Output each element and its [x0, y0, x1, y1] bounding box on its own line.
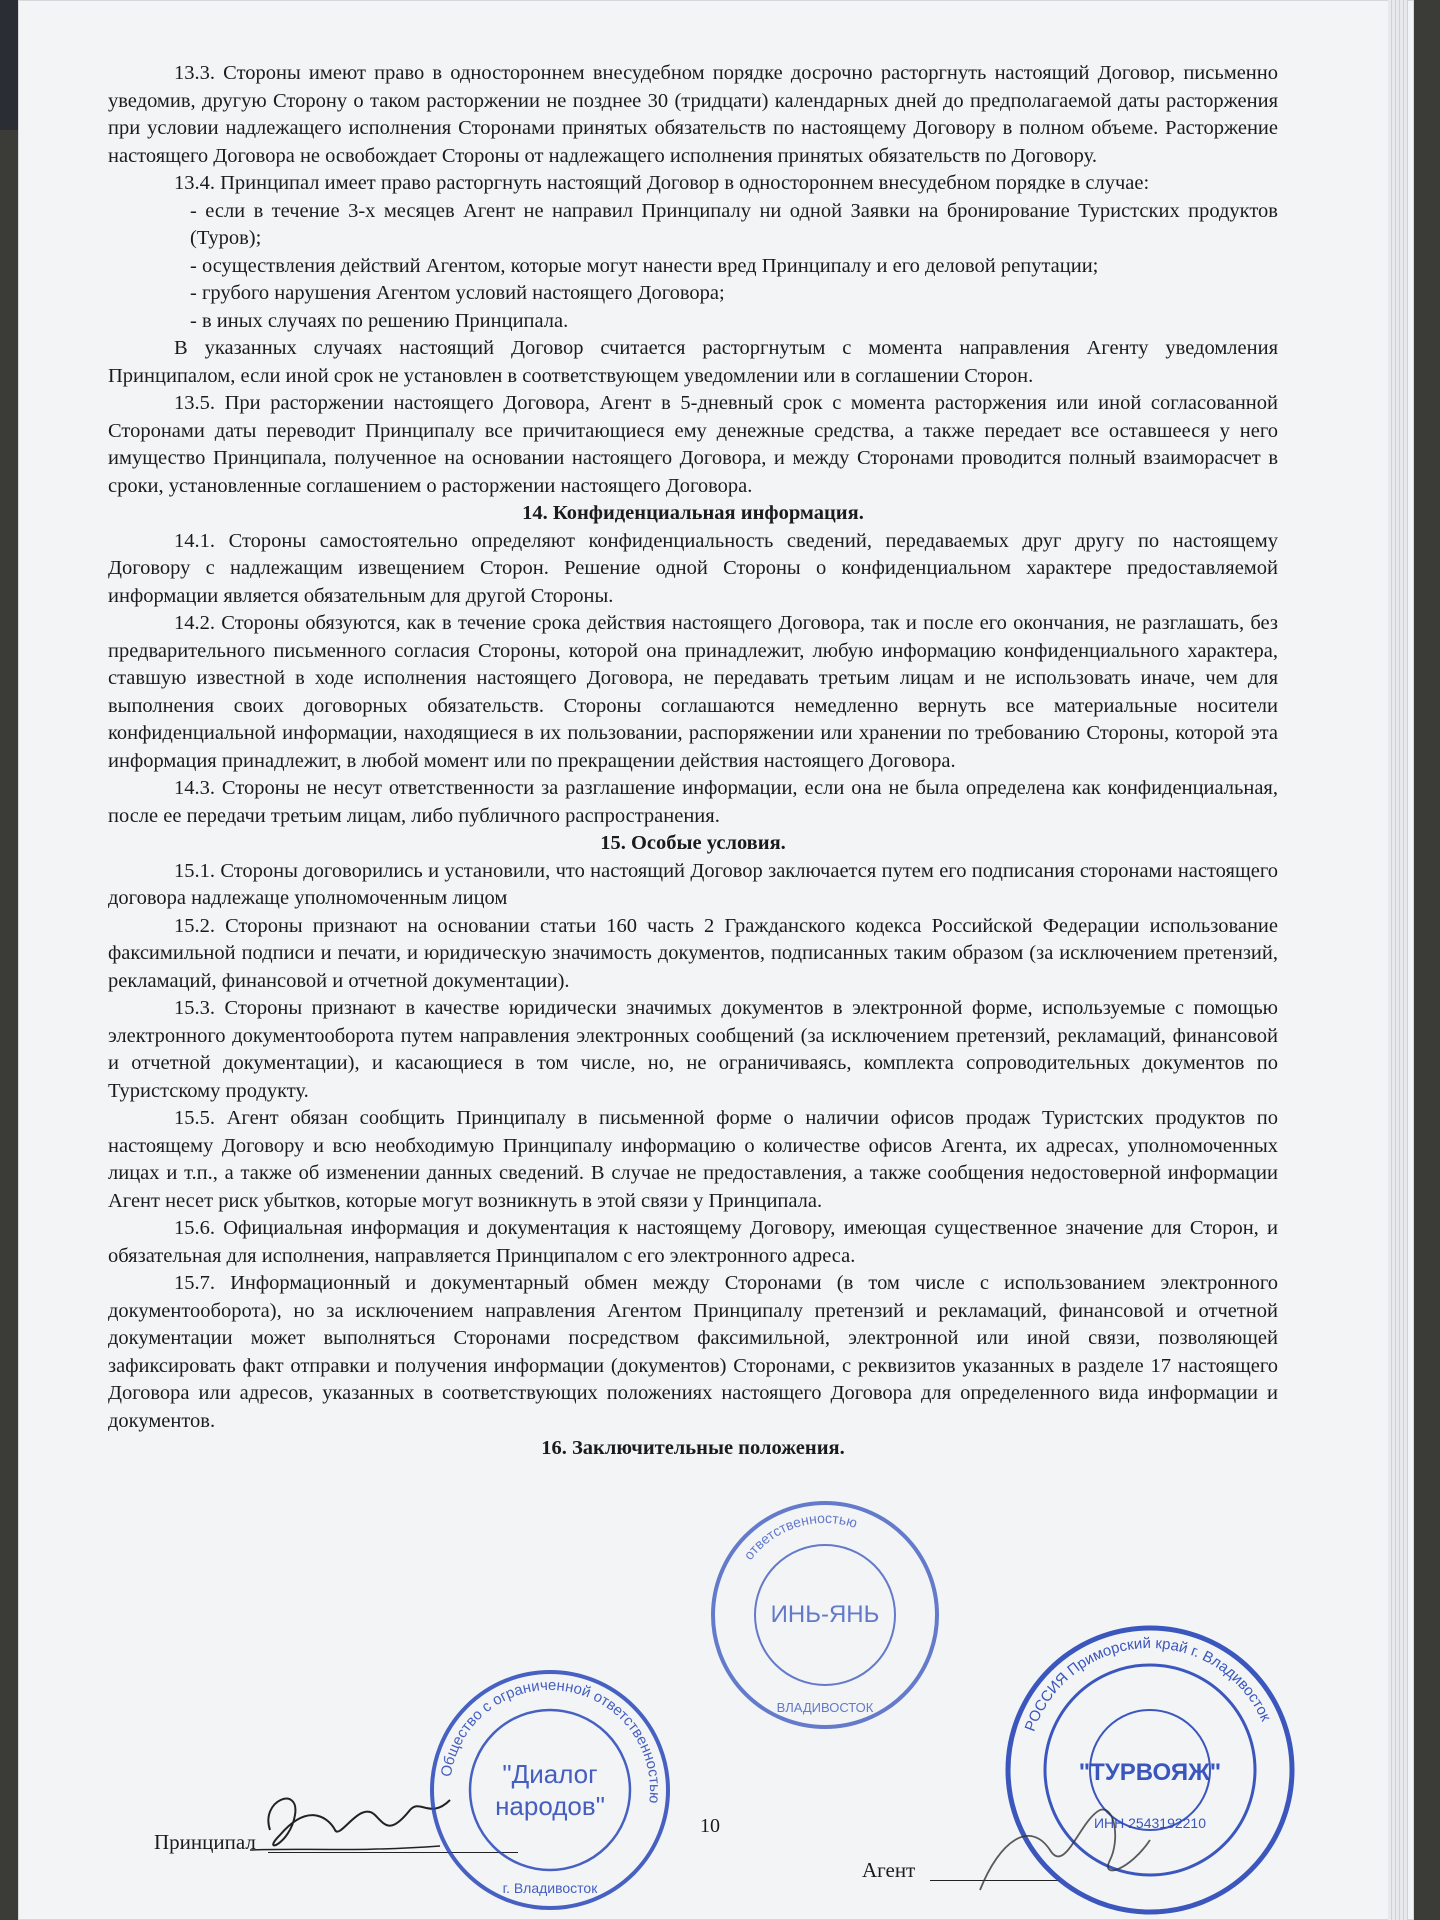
- list-item: - осуществления действий Агентом, которые могут нанести вред Принципалу и его деловой репутации;: [190, 254, 1099, 277]
- section-heading: 15. Особые условия.: [600, 832, 786, 854]
- section-heading: 16. Заключительные положения.: [541, 1437, 845, 1459]
- right-stamp-inn: ИНН 2543192210: [1093, 1815, 1207, 1831]
- middle-stamp-name: ИНЬ-ЯНЬ: [770, 1601, 880, 1628]
- list-item: - если в течение 3-х месяцев Агент не направил Принципалу ни одной Заявки на бронирование Туристских продуктов (Туров);: [190, 199, 1278, 249]
- list-item: - грубого нарушения Агентом условий настоящего Договора;: [190, 282, 725, 304]
- principal-label: Принципал: [154, 1830, 256, 1854]
- agent-label: Агент: [862, 1858, 916, 1882]
- left-stamp-ring-text: Общество с ограниченной ответственностью: [437, 1676, 664, 1804]
- section-heading: 14. Конфиденциальная информация.: [522, 502, 864, 524]
- left-stamp-name-1: "Диалог: [502, 1759, 598, 1789]
- right-stamp-ring-text: РОССИЯ Приморский край г. Владивосток: [1021, 1634, 1275, 1734]
- paragraph: 15.2. Стороны признают на основании статьи 160 часть 2 Гражданского кодекса Российской Федерации использование факсимильной подписи и печати, и юридическую значимость документов, подписанных таким образом (за исключением претензий, рекламаций, финансовой и отчетной документации).: [108, 914, 1278, 992]
- paragraph: 14.3. Стороны не несут ответственности за разглашение информации, если она не была определена как конфиденциальная, после ее передачи третьим лицам, либо публичного распространения.: [108, 777, 1278, 827]
- right-stamp-name: "ТУРВОЯЖ": [1078, 1759, 1222, 1786]
- paragraph: 13.4. Принципал имеет право расторгнуть настоящий Договор в одностороннем внесудебном порядке в случае:: [174, 172, 1150, 194]
- document-body: [108, 60, 1278, 1463]
- paragraph: 14.1. Стороны самостоятельно определяют конфиденциальность сведений, передаваемых друг другу по настоящему Договору с надлежащим извещением Сторон. Решение одной Стороны о конфиденциальном характере предоставляемой информации является обязательным для другой Стороны.: [108, 529, 1278, 607]
- middle-stamp-city: ВЛАДИВОСТОК: [776, 1700, 874, 1715]
- left-stamp-city: г. Владивосток: [502, 1880, 598, 1896]
- paragraph: 15.3. Стороны признают в качестве юридически значимых документов в электронной форме, используемые с помощью электронного документооборота путем направления электронных сообщений (за исключением претензий, рекламаций, финансовой и отчетной документации), и касающиеся в том числе, но, не ограничиваясь, комплекта сопроводительных документов по Туристскому продукту.: [108, 997, 1278, 1102]
- paragraph: 15.6. Официальная информация и документация к настоящему Договору, имеющая существенное значение для Сторон, и обязательная для исполнения, направляется Принципалом с его электронного адреса.: [108, 1217, 1278, 1267]
- middle-stamp-ring-text: ответственностью: [740, 1509, 860, 1563]
- paragraph: 15.1. Стороны договорились и установили, что настоящий Договор заключается путем его подписания сторонами настоящего договора надлежаще уполномоченным лицом: [108, 859, 1278, 909]
- paragraph: 15.5. Агент обязан сообщить Принципалу в письменной форме о наличии офисов продаж Туристских продуктов по настоящему Договору и всю необходимую Принципалу информацию о количестве офисов Агента, их адресах, уполномоченных лицах и т.п., а также об изменении данных сведений. В случае не предоставления, а также сообщения недостоверной информации Агент несет риск убытков, которые могут возникнуть в этой связи у Принципала.: [108, 1107, 1278, 1212]
- page-stack-edge: [1388, 0, 1408, 1920]
- paragraph: 14.2. Стороны обязуются, как в течение срока действия настоящего Договора, так и после его окончания, не разглашать, без предварительного письменного согласия Стороны, которой она принадлежит, любую информацию конфиденциального характера, ставшую известной в ходе исполнения настоящего Договора, не передавать третьим лицам и не использовать иначе, чем для выполнения своих договорных обязательств. Стороны соглашаются немедленно вернуть все материальные носители конфиденциальной информации, находящиеся в их пользовании, распоряжении или хранении по требованию Стороны, которой эта информация принадлежит, в любой момент или по прекращении действия настоящего Договора.: [108, 612, 1278, 772]
- paragraph: 15.7. Информационный и документарный обмен между Сторонами (в том числе с использованием электронного документооборота), но за исключением направления Агентом Принципалу претензий и рекламаций, финансовой и отчетной документации может выполняться Сторонами посредством факсимильной, электронной или иной связи, позволяющей зафиксировать факт отправки и получения информации (документов) Сторонами, с реквизитов указанных в разделе 17 настоящего Договора или адресов, указанных в соответствующих положениях настоящего Договора для определенного вида информации и документов.: [108, 1272, 1278, 1432]
- left-stamp-name-2: народов": [495, 1791, 605, 1821]
- paragraph: 13.3. Стороны имеют право в одностороннем внесудебном порядке досрочно расторгнуть настоящий Договор, письменно уведомив, другую Сторону о таком расторжении не позднее 30 (тридцати) календарных дней до предполагаемой даты расторжения при условии надлежащего исполнения Сторонами принятых обязательств по настоящему Договору в полном объеме. Расторжение настоящего Договора не освобождает Стороны от надлежащего исполнения принятых обязательств по Договору.: [108, 62, 1278, 167]
- list-item: - в иных случаях по решению Принципала.: [190, 309, 569, 332]
- paragraph: 13.5. При расторжении настоящего Договора, Агент в 5-дневный срок с момента расторжения или иной согласованной Сторонами даты переводит Принципалу все причитающиеся ему денежные средства, а также передает все оставшееся у него имущество Принципала, полученное на основании настоящего Договора, и между Сторонами проводится полный взаиморасчет в сроки, установленные соглашением о расторжении настоящего Договора.: [108, 392, 1278, 497]
- page-number: 10: [700, 1815, 720, 1837]
- paragraph: В указанных случаях настоящий Договор считается расторгнутым с момента направления Агенту уведомления Принципалом, если иной срок не установлен в соответствующем уведомлении или в соглашении Сторон.: [108, 337, 1278, 387]
